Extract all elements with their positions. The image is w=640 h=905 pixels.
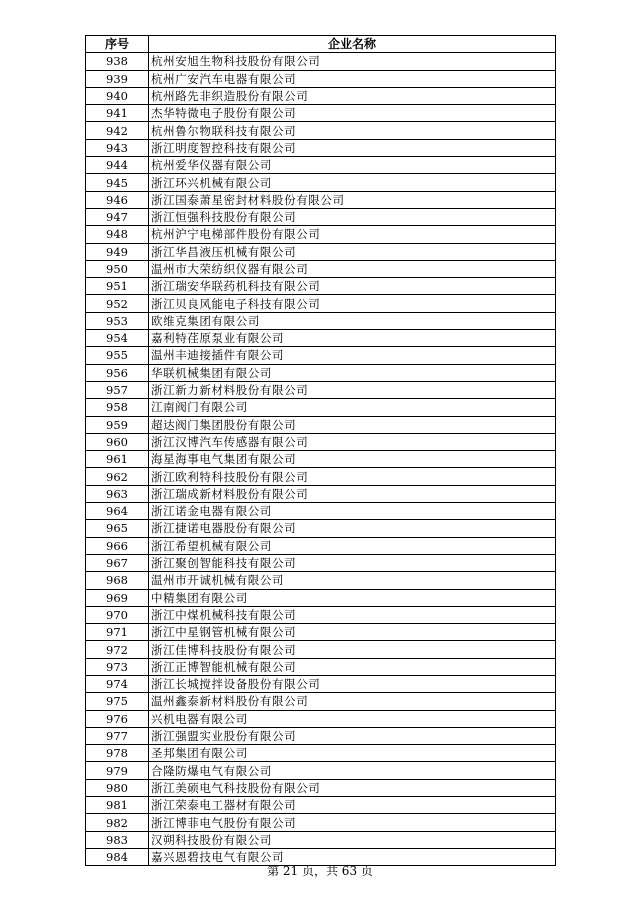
table-row — [86, 330, 556, 347]
row-company-name: 超达阀门集团股份有限公司 — [149, 416, 556, 433]
row-company-name: 杰华特微电子股份有限公司 — [149, 105, 556, 122]
table-row — [86, 451, 556, 468]
row-seq-number: 958 — [86, 399, 149, 416]
row-company-name: 浙江强盟实业股份有限公司 — [149, 727, 556, 744]
row-company-name: 浙江明度智控科技有限公司 — [149, 139, 556, 156]
row-seq-number: 947 — [86, 208, 149, 225]
row-seq-number: 972 — [86, 641, 149, 658]
row-company-name: 浙江瑞成新材料股份有限公司 — [149, 485, 556, 502]
row-company-name: 浙江新力新材料股份有限公司 — [149, 381, 556, 398]
row-seq-number: 956 — [86, 364, 149, 381]
row-seq-number: 950 — [86, 260, 149, 277]
row-company-name: 浙江贝良风能电子科技有限公司 — [149, 295, 556, 312]
row-seq-number: 941 — [86, 105, 149, 122]
row-seq-number: 967 — [86, 554, 149, 571]
table-row — [86, 745, 556, 762]
row-seq-number: 980 — [86, 779, 149, 796]
table-row — [86, 53, 556, 70]
row-seq-number: 970 — [86, 606, 149, 623]
row-company-name: 杭州沪宁电梯部件股份有限公司 — [149, 226, 556, 243]
row-company-name: 浙江瑞安华联药机科技有限公司 — [149, 278, 556, 295]
row-seq-number: 974 — [86, 675, 149, 692]
row-company-name: 浙江佳博科技股份有限公司 — [149, 641, 556, 658]
row-seq-number: 977 — [86, 727, 149, 744]
row-seq-number: 949 — [86, 243, 149, 260]
row-seq-number: 983 — [86, 831, 149, 848]
row-company-name: 浙江长城搅拌设备股份有限公司 — [149, 675, 556, 692]
table-row — [86, 433, 556, 450]
row-company-name: 杭州爱华仪器有限公司 — [149, 157, 556, 174]
table-row — [86, 797, 556, 814]
table-row — [86, 278, 556, 295]
row-company-name: 浙江中星钢管机械有限公司 — [149, 624, 556, 641]
table-row — [86, 520, 556, 537]
row-company-name: 海星海事电气集团有限公司 — [149, 451, 556, 468]
table-row — [86, 208, 556, 225]
table-row — [86, 157, 556, 174]
table-row — [86, 537, 556, 554]
row-seq-number: 978 — [86, 745, 149, 762]
row-company-name: 合隆防爆电气有限公司 — [149, 762, 556, 779]
row-company-name: 浙江恒强科技股份有限公司 — [149, 208, 556, 225]
row-seq-number: 975 — [86, 693, 149, 710]
table-row — [86, 503, 556, 520]
table-row — [86, 710, 556, 727]
row-company-name: 欧维克集团有限公司 — [149, 312, 556, 329]
table-row — [86, 762, 556, 779]
row-company-name: 温州市大荣纺织仪器有限公司 — [149, 260, 556, 277]
table-row — [86, 105, 556, 122]
table-row — [86, 831, 556, 848]
table-row — [86, 174, 556, 191]
row-company-name: 浙江捷诺电器股份有限公司 — [149, 520, 556, 537]
row-company-name: 嘉兴恩碧技电气有限公司 — [149, 848, 556, 865]
row-company-name: 中精集团有限公司 — [149, 589, 556, 606]
table-row — [86, 779, 556, 796]
table-row — [86, 693, 556, 710]
row-seq-number: 953 — [86, 312, 149, 329]
table-row — [86, 139, 556, 156]
row-seq-number: 939 — [86, 70, 149, 87]
row-seq-number: 973 — [86, 658, 149, 675]
table-row — [86, 468, 556, 485]
table-row — [86, 814, 556, 831]
row-company-name: 浙江聚创智能科技有限公司 — [149, 554, 556, 571]
table-row — [86, 243, 556, 260]
header-company-name: 企业名称 — [149, 36, 556, 53]
table-body — [86, 53, 556, 866]
row-company-name: 杭州路先非织造股份有限公司 — [149, 87, 556, 104]
table-row — [86, 589, 556, 606]
row-seq-number: 955 — [86, 347, 149, 364]
row-seq-number: 984 — [86, 848, 149, 865]
table-row — [86, 381, 556, 398]
row-seq-number: 966 — [86, 537, 149, 554]
table-row — [86, 226, 556, 243]
row-company-name: 兴机电器有限公司 — [149, 710, 556, 727]
row-company-name: 温州丰迪接插件有限公司 — [149, 347, 556, 364]
company-list-table — [85, 35, 556, 866]
table-row — [86, 641, 556, 658]
table-row — [86, 727, 556, 744]
table-header-row — [86, 36, 556, 53]
table-row — [86, 347, 556, 364]
row-seq-number: 982 — [86, 814, 149, 831]
row-seq-number: 968 — [86, 572, 149, 589]
row-company-name: 浙江汉博汽车传感器有限公司 — [149, 433, 556, 450]
row-seq-number: 961 — [86, 451, 149, 468]
row-company-name: 浙江环兴机械有限公司 — [149, 174, 556, 191]
table-row — [86, 260, 556, 277]
table-row — [86, 606, 556, 623]
row-seq-number: 944 — [86, 157, 149, 174]
row-company-name: 温州市开诚机械有限公司 — [149, 572, 556, 589]
row-seq-number: 963 — [86, 485, 149, 502]
table-row — [86, 364, 556, 381]
row-company-name: 嘉利特荏原泵业有限公司 — [149, 330, 556, 347]
table-row — [86, 485, 556, 502]
row-company-name: 圣邦集团有限公司 — [149, 745, 556, 762]
row-seq-number: 957 — [86, 381, 149, 398]
row-company-name: 浙江美硕电气科技股份有限公司 — [149, 779, 556, 796]
row-seq-number: 971 — [86, 624, 149, 641]
table-row — [86, 399, 556, 416]
row-company-name: 浙江博菲电气股份有限公司 — [149, 814, 556, 831]
table-row — [86, 658, 556, 675]
row-company-name: 杭州广安汽车电器有限公司 — [149, 70, 556, 87]
row-company-name: 浙江中煤机械科技有限公司 — [149, 606, 556, 623]
row-seq-number: 964 — [86, 503, 149, 520]
row-seq-number: 959 — [86, 416, 149, 433]
row-company-name: 汉朔科技股份有限公司 — [149, 831, 556, 848]
row-seq-number: 938 — [86, 53, 149, 70]
row-company-name: 杭州安旭生物科技股份有限公司 — [149, 53, 556, 70]
row-company-name: 江南阀门有限公司 — [149, 399, 556, 416]
row-seq-number: 942 — [86, 122, 149, 139]
row-seq-number: 951 — [86, 278, 149, 295]
row-seq-number: 952 — [86, 295, 149, 312]
table-row — [86, 295, 556, 312]
row-seq-number: 948 — [86, 226, 149, 243]
table-row — [86, 122, 556, 139]
row-seq-number: 954 — [86, 330, 149, 347]
row-seq-number: 976 — [86, 710, 149, 727]
row-company-name: 浙江荣泰电工器材有限公司 — [149, 797, 556, 814]
table-row — [86, 312, 556, 329]
row-company-name: 杭州鲁尔物联科技有限公司 — [149, 122, 556, 139]
table-row — [86, 191, 556, 208]
row-company-name: 华联机械集团有限公司 — [149, 364, 556, 381]
row-seq-number: 960 — [86, 433, 149, 450]
row-company-name: 浙江欧利特科技股份有限公司 — [149, 468, 556, 485]
table-row — [86, 416, 556, 433]
row-seq-number: 979 — [86, 762, 149, 779]
table-row — [86, 87, 556, 104]
row-seq-number: 943 — [86, 139, 149, 156]
row-company-name: 浙江正博智能机械有限公司 — [149, 658, 556, 675]
page-number-footer: 第 21 页，共 63 页 — [267, 864, 373, 878]
table-row — [86, 70, 556, 87]
row-company-name: 温州鑫泰新材料股份有限公司 — [149, 693, 556, 710]
row-seq-number: 962 — [86, 468, 149, 485]
table-row — [86, 572, 556, 589]
row-company-name: 浙江华昌液压机械有限公司 — [149, 243, 556, 260]
row-company-name: 浙江国泰萧星密封材料股份有限公司 — [149, 191, 556, 208]
row-seq-number: 969 — [86, 589, 149, 606]
row-seq-number: 965 — [86, 520, 149, 537]
row-company-name: 浙江希望机械有限公司 — [149, 537, 556, 554]
row-seq-number: 940 — [86, 87, 149, 104]
row-seq-number: 981 — [86, 797, 149, 814]
header-seq: 序号 — [86, 36, 149, 53]
row-seq-number: 945 — [86, 174, 149, 191]
table-row — [86, 554, 556, 571]
row-company-name: 浙江诺金电器有限公司 — [149, 503, 556, 520]
table-row — [86, 624, 556, 641]
row-seq-number: 946 — [86, 191, 149, 208]
table-row — [86, 675, 556, 692]
